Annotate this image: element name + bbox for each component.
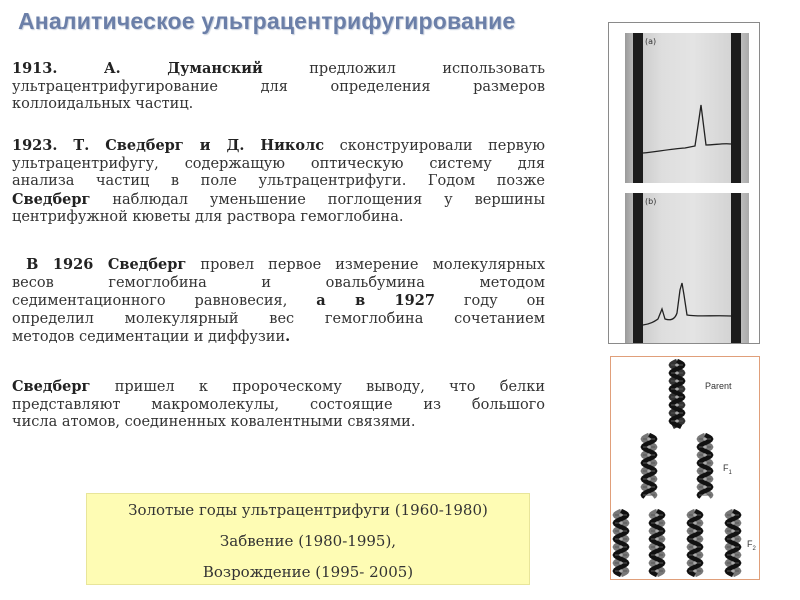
p2-line5: центрифужной кюветы для раствора гемоглобина. <box>12 209 404 225</box>
p2-svedberg: Сведберг <box>12 190 91 208</box>
timeline-oblivion: Забвение (1980-1995), <box>219 532 397 550</box>
p1-initial: А. <box>103 60 121 77</box>
f1-helix-left <box>643 435 655 497</box>
paragraph-1923 <box>12 137 545 227</box>
p3-line4: определил молекулярный вес гемоглобина сочетанием <box>12 310 545 327</box>
f1-letter: F <box>723 463 729 473</box>
p2-bold: 1923. Т. Сведберг и Д. Николс <box>12 137 325 154</box>
p4-line2: представляют макромолекулы, состоящие из большого <box>12 396 545 413</box>
p3-line5 <box>12 328 545 347</box>
p1-line3: коллоидальных частиц. <box>12 96 194 112</box>
trace-a <box>625 33 749 183</box>
p1-year: 1913. <box>12 60 58 77</box>
f1-helix-right <box>699 435 711 497</box>
p1-line1 <box>12 60 545 79</box>
p4-line1 <box>12 378 545 397</box>
p2-line3: анализа частиц в поле ультрацентрифуги. Годом позже <box>12 173 545 189</box>
p3-line5-dot: . <box>285 328 291 345</box>
dna-helices <box>611 357 759 579</box>
photo-panel-a <box>625 33 749 183</box>
f1-label <box>723 463 732 476</box>
f2-helix-1 <box>615 511 627 575</box>
f2-helix-4 <box>727 511 739 575</box>
p3-line3-bold: а в 1927 <box>316 292 435 309</box>
p4-line3: числа атомов, соединенных ковалентными связями. <box>12 414 416 430</box>
timeline-golden-years: Золотые годы ультрацентрифуги (1960-1980) <box>128 501 488 519</box>
f2-sub: 2 <box>752 545 756 552</box>
p4-line1-rest: пришел к пророческому выводу, что белки <box>114 379 545 395</box>
f1-sub: 1 <box>728 469 732 476</box>
trace-b <box>625 193 749 343</box>
p2-line1 <box>12 137 545 156</box>
panel-b-label: (b) <box>645 197 657 206</box>
paragraph-conclusion <box>12 378 545 432</box>
p1-line2: ультрацентрифугирование для определения размеров <box>12 78 545 95</box>
parent-helix <box>671 361 683 427</box>
p3-line5-a: методов седиментации и диффузии <box>12 329 286 345</box>
p3-line3 <box>12 292 545 311</box>
paragraph-1913 <box>12 60 545 114</box>
timeline-box <box>86 493 530 585</box>
p1-name: Думанский <box>167 60 263 77</box>
f2-label <box>747 539 756 552</box>
p3-line3-b: году он <box>463 293 546 309</box>
p4-bold: Сведберг <box>12 378 91 395</box>
p2-line4-rest: наблюдал уменьшение поглощения у вершины <box>112 191 545 208</box>
p3-line2: весов гемоглобина и овальбумина методом <box>12 274 545 291</box>
p3-line1 <box>12 256 545 275</box>
panel-a-label: (a) <box>645 37 657 46</box>
p3-bold: В 1926 Сведберг <box>26 256 187 273</box>
paragraph-1926 <box>12 256 545 347</box>
p2-line4 <box>12 191 545 210</box>
page-title: Аналитическое ультрацентрифугирование <box>18 8 516 34</box>
dna-replication-figure <box>610 356 760 580</box>
photo-panel-b <box>625 193 749 343</box>
timeline-revival: Возрождение (1995- 2005) <box>202 563 414 581</box>
p3-line1-rest: провел первое измерение молекулярных <box>200 257 546 273</box>
f2-letter: F <box>747 539 753 549</box>
p3-line3-a: седиментационного равновесия, <box>12 293 288 309</box>
sedimentation-photos-figure <box>608 22 760 344</box>
f2-helix-2 <box>651 511 663 575</box>
p2-line1-rest: сконструировали первую <box>339 138 545 154</box>
parent-label: Parent <box>705 381 732 391</box>
f2-helix-3 <box>689 511 701 575</box>
p1-line1-rest: предложил использовать <box>309 61 545 77</box>
p2-line2: ультрацентрифугу, содержащую оптическую систему для <box>12 155 545 172</box>
